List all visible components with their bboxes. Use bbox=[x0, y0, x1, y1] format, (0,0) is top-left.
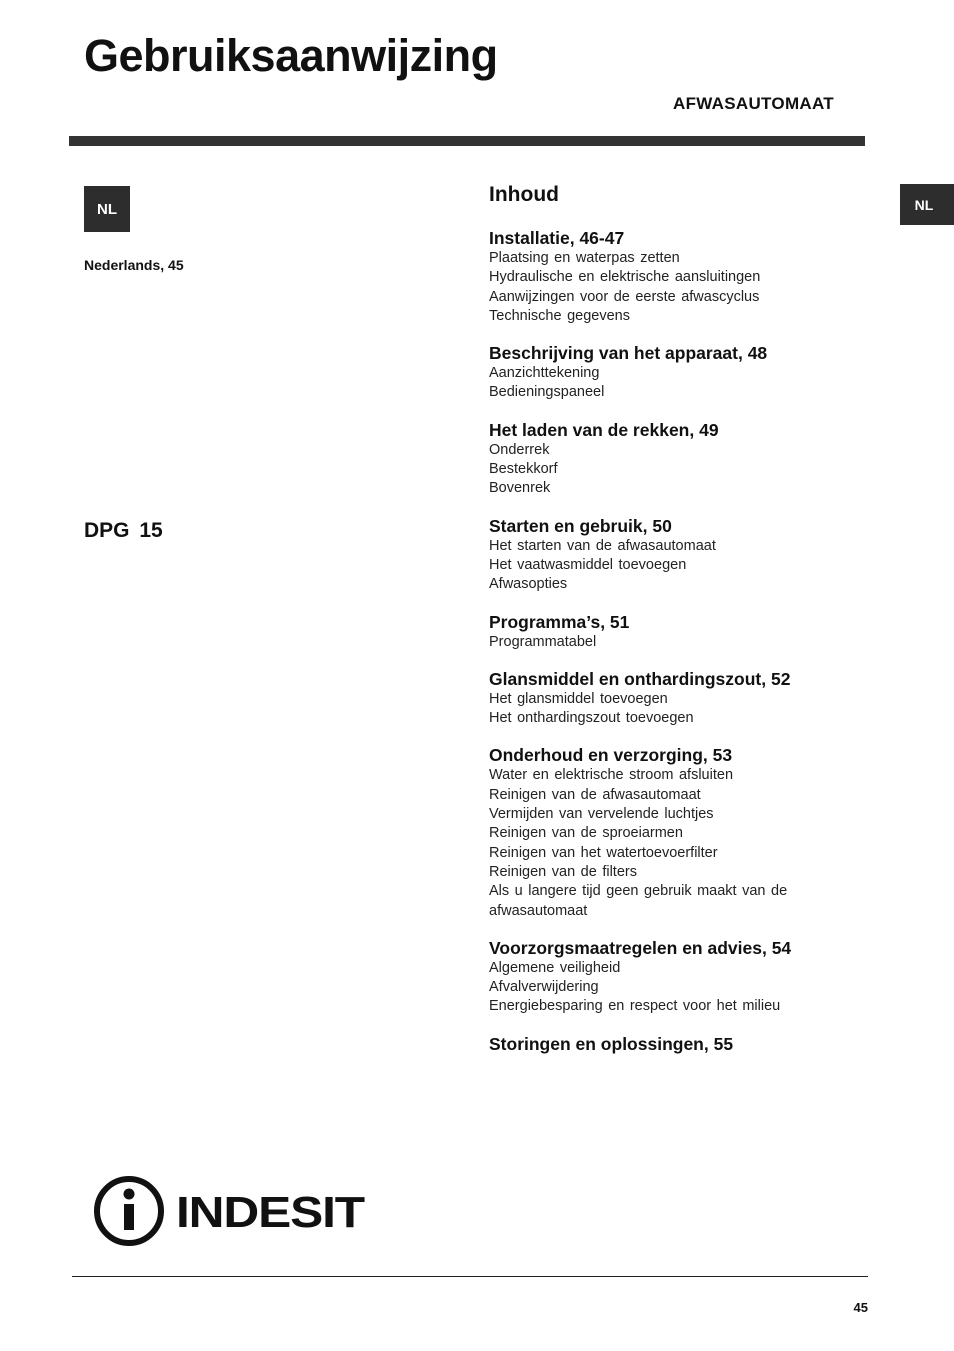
toc-section-title[interactable]: Beschrijving van het apparaat, 48 bbox=[489, 343, 768, 364]
toc-subitem: Water en elektrische stroom afsluiten bbox=[489, 767, 734, 784]
toc-subitem: Energiebesparing en respect voor het milieu bbox=[489, 998, 781, 1015]
toc-section-title[interactable]: Glansmiddel en onthardingszout, 52 bbox=[489, 668, 791, 689]
header-rule bbox=[69, 136, 865, 146]
page-title: Gebruiksaanwijzing bbox=[84, 30, 498, 81]
language-badge: NL bbox=[84, 186, 130, 232]
toc-section bbox=[489, 420, 849, 499]
toc-subitem: Reinigen van de filters bbox=[489, 863, 637, 880]
toc-section bbox=[489, 343, 849, 403]
toc-subitem-list bbox=[489, 690, 849, 729]
toc-subitem: Het starten van de afwasautomaat bbox=[489, 537, 716, 554]
toc-subitem: Het onthardingszout toevoegen bbox=[489, 710, 694, 727]
language-link[interactable]: Nederlands, 45 bbox=[84, 257, 184, 273]
toc-subitem-list bbox=[489, 249, 849, 326]
toc-subitem-list bbox=[489, 364, 849, 403]
toc-subitem: Afvalverwijdering bbox=[489, 979, 599, 996]
toc-subitem: Reinigen van de afwasautomaat bbox=[489, 786, 701, 803]
toc-subitem-list bbox=[489, 633, 849, 652]
toc-section bbox=[489, 745, 849, 920]
toc-subitem: Het glansmiddel toevoegen bbox=[489, 690, 668, 707]
toc-section-title[interactable]: Onderhoud en verzorging, 53 bbox=[489, 745, 733, 766]
toc-subitem: Als u langere tijd geen gebruik maakt van de bbox=[489, 883, 788, 900]
model-name: DPG 15 bbox=[84, 519, 163, 542]
toc-section-title[interactable]: Storingen en oplossingen, 55 bbox=[489, 1033, 734, 1054]
toc-subitem-list bbox=[489, 537, 849, 595]
language-side-tab: NL bbox=[900, 184, 954, 225]
toc-subitem: afwasautomaat bbox=[489, 902, 588, 919]
toc-section-title[interactable]: Starten en gebruik, 50 bbox=[489, 515, 672, 536]
toc-subitem: Programmatabel bbox=[489, 633, 597, 650]
toc-section-title[interactable]: Het laden van de rekken, 49 bbox=[489, 419, 719, 440]
toc-subitem: Reinigen van de sproeiarmen bbox=[489, 825, 683, 842]
table-of-contents bbox=[489, 182, 849, 1072]
toc-sections bbox=[489, 228, 849, 1055]
toc-section-title[interactable]: Voorzorgsmaatregelen en advies, 54 bbox=[489, 937, 792, 958]
toc-subitem: Onderrek bbox=[489, 441, 550, 458]
toc-subitem: Aanzichttekening bbox=[489, 365, 600, 382]
toc-subitem-list bbox=[489, 441, 849, 499]
toc-subitem: Het vaatwasmiddel toevoegen bbox=[489, 556, 687, 573]
page-number: 45 bbox=[853, 1300, 868, 1315]
product-type: AFWASAUTOMAAT bbox=[673, 94, 834, 113]
toc-subitem-list bbox=[489, 766, 849, 920]
toc-subitem: Hydraulische en elektrische aansluitingen bbox=[489, 269, 761, 286]
toc-section-title[interactable]: Installatie, 46-47 bbox=[489, 228, 625, 248]
toc-subitem: Bovenrek bbox=[489, 480, 551, 497]
footer-rule bbox=[72, 1276, 868, 1277]
toc-section bbox=[489, 516, 849, 595]
toc-section bbox=[489, 669, 849, 729]
indesit-logo bbox=[92, 1174, 368, 1248]
indesit-logo-icon bbox=[97, 1179, 161, 1243]
toc-subitem: Afwasopties bbox=[489, 576, 568, 593]
toc-subitem: Bestekkorf bbox=[489, 461, 558, 478]
toc-subitem: Reinigen van het watertoevoerfilter bbox=[489, 844, 718, 861]
toc-section bbox=[489, 228, 849, 326]
toc-subitem: Bedieningspaneel bbox=[489, 384, 605, 401]
toc-subitem: Vermijden van vervelende luchtjes bbox=[489, 806, 714, 823]
toc-section bbox=[489, 938, 849, 1017]
toc-section-title[interactable]: Programma’s, 51 bbox=[489, 611, 630, 632]
toc-section bbox=[489, 1034, 849, 1055]
indesit-logo-wordmark: INDESIT bbox=[176, 1188, 366, 1237]
toc-subitem: Algemene veiligheid bbox=[489, 959, 621, 976]
toc-subitem: Plaatsing en waterpas zetten bbox=[489, 250, 680, 266]
toc-section bbox=[489, 612, 849, 652]
toc-subitem: Technische gegevens bbox=[489, 307, 630, 324]
toc-subitem-list bbox=[489, 959, 849, 1017]
toc-subitem: Aanwijzingen voor de eerste afwascyclus bbox=[489, 288, 760, 305]
toc-heading: Inhoud bbox=[489, 183, 559, 206]
